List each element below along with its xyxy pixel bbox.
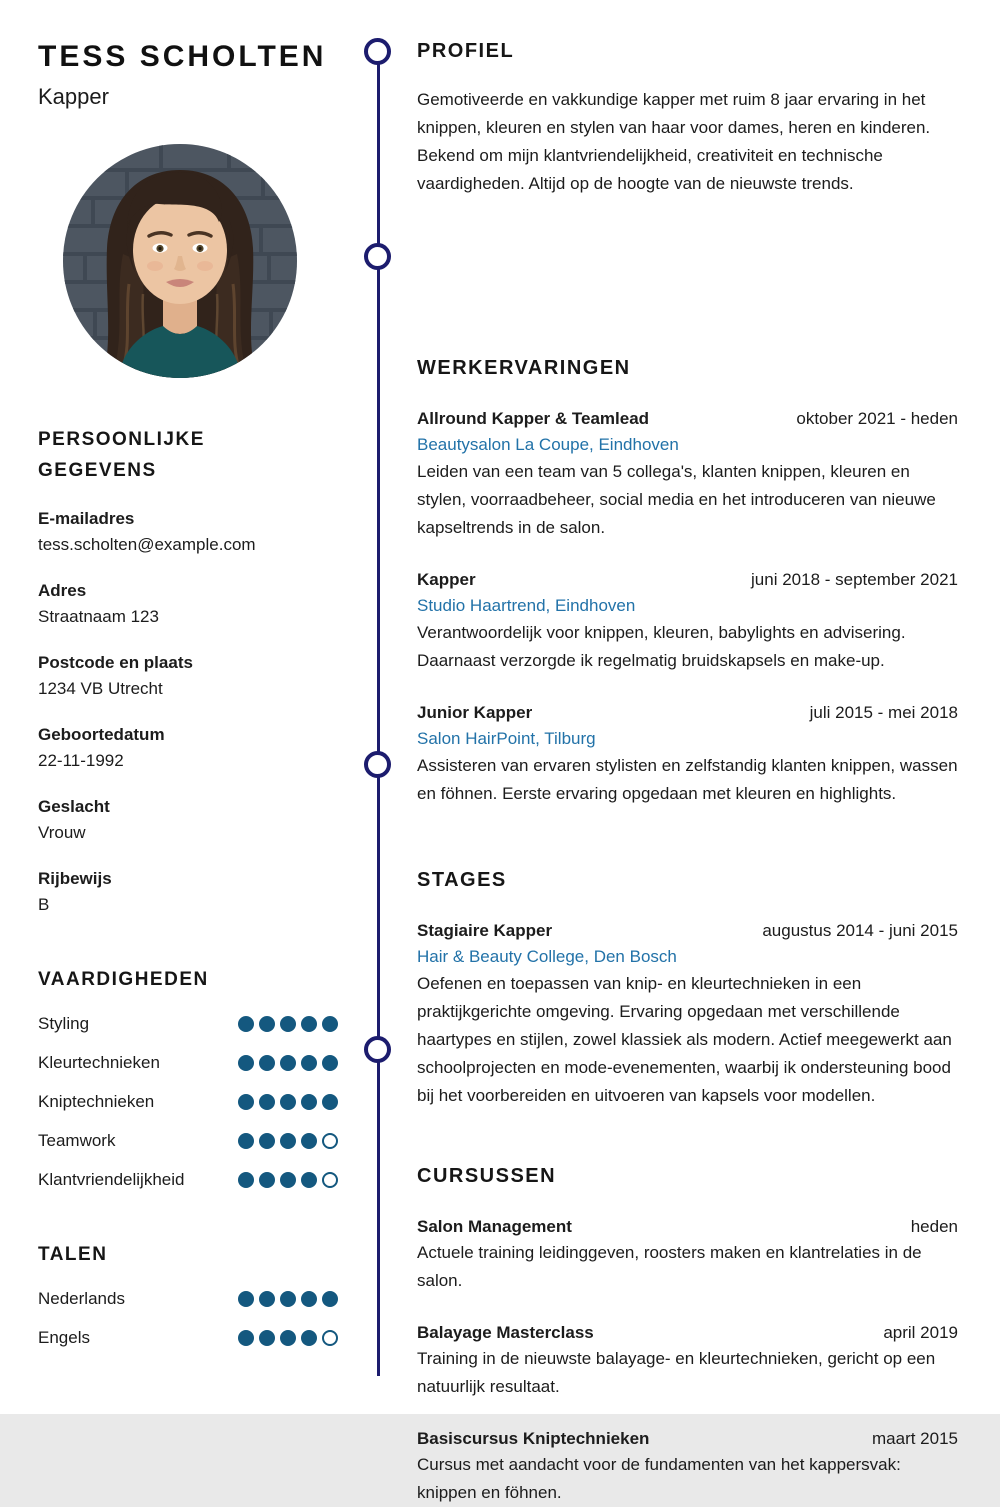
detail-value: B (38, 895, 50, 914)
entry-date: oktober 2021 - heden (796, 409, 958, 428)
detail-value: Straatnaam 123 (38, 607, 159, 626)
personal-details-heading: PERSOONLIJKE GEGEVENS (38, 429, 205, 481)
course-entry (417, 1214, 958, 1295)
rating-dot-filled (238, 1291, 254, 1307)
skill-rating (238, 1094, 338, 1110)
language-row (38, 1325, 338, 1351)
rating-dot-filled (301, 1055, 317, 1071)
entry-company-link[interactable]: Salon HairPoint, Tilburg (417, 729, 596, 748)
rating-dot-filled (238, 1133, 254, 1149)
skill-label: Klantvriendelijkheid (38, 1170, 185, 1189)
skill-row (38, 1050, 338, 1076)
detail-value: 22-11-1992 (38, 751, 124, 770)
entry-title: Stagiaire Kapper (417, 921, 553, 940)
course-entry (417, 1426, 958, 1507)
rating-dot-filled (238, 1330, 254, 1346)
detail-label: Rijbewijs (38, 869, 112, 888)
languages-heading: TALEN (38, 1244, 108, 1265)
rating-dot-filled (322, 1055, 338, 1071)
internship-entry (417, 918, 958, 1110)
entry-date: juli 2015 - mei 2018 (809, 703, 958, 722)
entry-title: Salon Management (417, 1217, 572, 1236)
entry-description: Cursus met aandacht voor de fundamenten van het kappersvak: knippen en föhnen. (417, 1455, 901, 1502)
rating-dot-filled (301, 1133, 317, 1149)
rating-dot-filled (238, 1016, 254, 1032)
rating-dot-filled (280, 1172, 296, 1188)
skill-label: Styling (38, 1014, 90, 1033)
personal-detail-gender (38, 794, 338, 846)
rating-dot-filled (259, 1172, 275, 1188)
entry-title: Basiscursus Kniptechnieken (417, 1429, 650, 1448)
language-rating (238, 1291, 338, 1307)
rating-dot-filled (259, 1133, 275, 1149)
timeline-node-werkervaringen (364, 243, 391, 270)
rating-dot-filled (280, 1330, 296, 1346)
rating-dot-filled (301, 1094, 317, 1110)
rating-dot-filled (259, 1330, 275, 1346)
skill-row (38, 1128, 338, 1154)
skill-rating (238, 1055, 338, 1071)
skills-list (38, 1011, 338, 1193)
language-label: Nederlands (38, 1289, 125, 1308)
rating-dot-filled (301, 1291, 317, 1307)
rating-dot-filled (259, 1055, 275, 1071)
entry-title: Junior Kapper (417, 703, 533, 722)
section-heading-stages: STAGES (417, 869, 507, 891)
entry-date: augustus 2014 - juni 2015 (762, 921, 958, 940)
rating-dot-filled (280, 1016, 296, 1032)
experience-entry (417, 406, 958, 542)
rating-dot-filled (259, 1291, 275, 1307)
profile-text: Gemotiveerde en vakkundige kapper met ruim 8 jaar ervaring in het knippen, kleuren en stylen van haar voor dames, heren en kinderen. Bekend om mijn klantvriendelijkheid, creativiteit en technische vaardigheden. Altijd op de hoogte van de nieuwste trends. (417, 90, 931, 193)
languages-list (38, 1286, 338, 1351)
profile-photo (63, 144, 297, 378)
rating-dot-filled (322, 1016, 338, 1032)
main-content (417, 38, 958, 1507)
personal-detail-birthdate (38, 722, 338, 774)
entry-description: Verantwoordelijk voor knippen, kleuren, babylights en advisering. Daarnaast verzorgde ik regelmatig bruidskapsels en make-up. (417, 623, 906, 670)
personal-detail-postcode (38, 650, 338, 702)
entry-company-link[interactable]: Hair & Beauty College, Den Bosch (417, 947, 677, 966)
rating-dot-filled (322, 1291, 338, 1307)
person-job-title: Kapper (38, 84, 109, 109)
skill-label: Kniptechnieken (38, 1092, 155, 1111)
section-heading-cursussen: CURSUSSEN (417, 1165, 557, 1187)
rating-dot-filled (301, 1016, 317, 1032)
rating-dot-empty (322, 1172, 338, 1188)
portrait-illustration (63, 144, 297, 378)
skill-rating (238, 1172, 338, 1188)
rating-dot-filled (280, 1094, 296, 1110)
entry-description: Training in de nieuwste balayage- en kleurtechnieken, gericht op een natuurlijk resultaat. (417, 1349, 936, 1396)
language-row (38, 1286, 338, 1312)
rating-dot-filled (259, 1094, 275, 1110)
skill-rating (238, 1016, 338, 1032)
experience-entry (417, 567, 958, 675)
person-name: TESS SCHOLTEN (38, 40, 327, 73)
rating-dot-filled (280, 1291, 296, 1307)
section-heading-werkervaringen: WERKERVARINGEN (417, 357, 631, 379)
personal-detail-address (38, 578, 338, 630)
entry-description: Leiden van een team van 5 collega's, klanten knippen, kleuren en stylen, voorraadbeheer, social media en het introduceren van nieuwe kapseltrends in de salon. (417, 462, 936, 537)
personal-details-list (38, 506, 338, 918)
entry-description: Assisteren van ervaren stylisten en zelfstandig klanten knippen, wassen en föhnen. Eerste ervaring opgedaan met kleuren en highlights. (417, 756, 958, 803)
language-rating (238, 1330, 338, 1346)
entry-date: heden (910, 1217, 958, 1236)
rating-dot-filled (301, 1172, 317, 1188)
section-heading-profiel: PROFIEL (417, 40, 515, 62)
experience-entry (417, 700, 958, 808)
timeline-node-cursussen (364, 1036, 391, 1063)
detail-label: Adres (38, 581, 87, 600)
detail-value: tess.scholten@example.com (38, 535, 256, 554)
course-entry (417, 1320, 958, 1401)
personal-detail-email (38, 506, 338, 558)
detail-label: Geslacht (38, 797, 110, 816)
entry-title: Kapper (417, 570, 476, 589)
entry-description: Actuele training leidinggeven, roosters maken en klantrelaties in de salon. (417, 1243, 922, 1290)
sidebar (38, 40, 338, 1351)
rating-dot-filled (238, 1172, 254, 1188)
language-label: Engels (38, 1328, 90, 1347)
detail-label: E-mailadres (38, 509, 135, 528)
skill-row (38, 1167, 338, 1193)
detail-value: Vrouw (38, 823, 86, 842)
timeline-node-profiel (364, 38, 391, 65)
skill-row (38, 1011, 338, 1037)
entry-company-link[interactable]: Studio Haartrend, Eindhoven (417, 596, 636, 615)
rating-dot-filled (259, 1016, 275, 1032)
rating-dot-filled (238, 1055, 254, 1071)
rating-dot-filled (238, 1094, 254, 1110)
rating-dot-filled (322, 1094, 338, 1110)
detail-label: Postcode en plaats (38, 653, 193, 672)
rating-dot-filled (301, 1330, 317, 1346)
entry-date: maart 2015 (872, 1429, 958, 1448)
timeline-node-stages (364, 751, 391, 778)
entry-title: Allround Kapper & Teamlead (417, 409, 650, 428)
entry-company-link[interactable]: Beautysalon La Coupe, Eindhoven (417, 435, 679, 454)
skill-label: Kleurtechnieken (38, 1053, 160, 1072)
skill-label: Teamwork (38, 1131, 116, 1150)
entry-date: april 2019 (883, 1323, 958, 1342)
skill-rating (238, 1133, 338, 1149)
detail-value: 1234 VB Utrecht (38, 679, 163, 698)
entry-description: Oefenen en toepassen van knip- en kleurtechnieken in een praktijkgerichte omgeving. Ervaring opgedaan met verschillende haartypes en stijlen, zowel klassiek als modern. Actief meegewerkt aan schoolprojecten en mode-evenementen, waarbij ik ondersteuning bood bij het voorbereiden en uitvoeren van kapsels voor modellen. (417, 974, 952, 1105)
entry-date: juni 2018 - september 2021 (751, 570, 958, 589)
rating-dot-filled (280, 1055, 296, 1071)
entry-title: Balayage Masterclass (417, 1323, 594, 1342)
rating-dot-empty (322, 1133, 338, 1149)
rating-dot-filled (280, 1133, 296, 1149)
rating-dot-empty (322, 1330, 338, 1346)
detail-label: Geboortedatum (38, 725, 165, 744)
skill-row (38, 1089, 338, 1115)
personal-detail-license (38, 866, 338, 918)
skills-heading: VAARDIGHEDEN (38, 969, 209, 990)
